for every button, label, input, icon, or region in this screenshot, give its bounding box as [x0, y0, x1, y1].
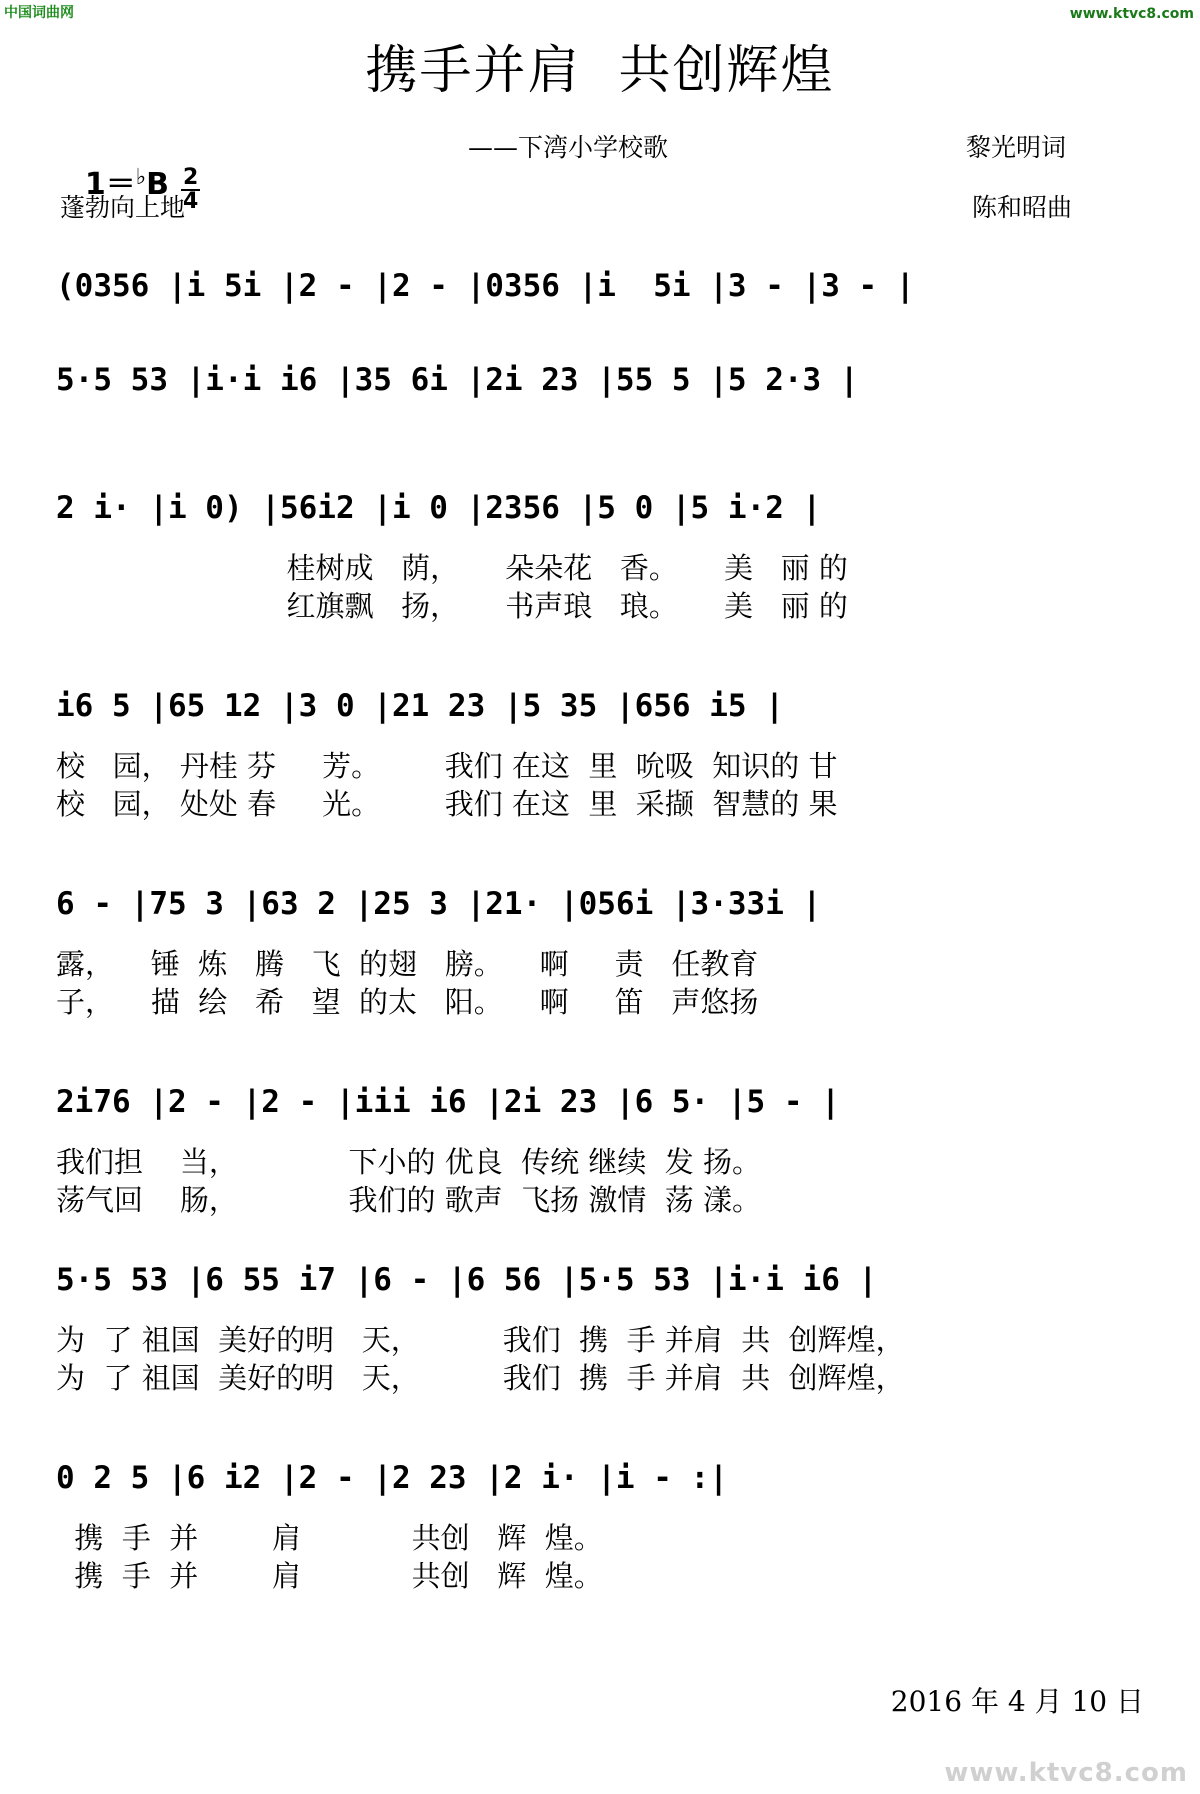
- key-tonic: 1＝: [84, 167, 136, 202]
- lyricist-credit: 黎光明词: [966, 133, 1067, 162]
- lyric-line-verse-1: 校 园， 丹桂 芬 芳。 我们 在这 里 吮吸 知识的 甘: [56, 749, 838, 783]
- lyric-line-verse-1: 携 手 并 肩 共创 辉 煌。: [56, 1521, 603, 1555]
- notation-line: 0 2 5 |6 i2 |2 - |2 23 |2 i· |i - :|: [56, 1460, 728, 1496]
- flat-sign-icon: ♭: [135, 165, 147, 190]
- site-watermark-bottom-right[interactable]: www.ktvc8.com: [944, 1758, 1188, 1788]
- lyric-line-verse-2: 子， 描 绘 希 望 的太 阳。 啊 笛 声悠扬: [56, 985, 759, 1019]
- notation-line: 2 i· |i 0) |56i2 |i 0 |2356 |5 0 |5 i·2 |: [56, 490, 822, 526]
- notation-line: 5·5 53 |6 55 i7 |6 - |6 56 |5·5 53 |i·i i6 |: [56, 1262, 878, 1298]
- song-title: 携手并肩 共创辉煌: [365, 41, 835, 101]
- lyric-line-verse-1: 桂树成 荫， 朵朵花 香。 美 丽 的: [56, 551, 848, 585]
- composer-credit: 陈和昭曲: [972, 193, 1073, 222]
- key-note: B: [146, 167, 170, 202]
- time-denominator: 4: [183, 189, 199, 214]
- time-numerator: 2: [183, 165, 199, 190]
- lyric-line-verse-2: 为 了 祖国 美好的明 天， 我们 携 手 并肩 共 创辉煌，: [56, 1361, 905, 1395]
- composition-date: 2016 年 4 月 10 日: [890, 1685, 1144, 1718]
- notation-line: 2i76 |2 - |2 - |iii i6 |2i 23 |6 5· |5 - |: [56, 1084, 840, 1120]
- notation-line: 6 - |75 3 |63 2 |25 3 |21· |056i |3·33i |: [56, 886, 822, 922]
- notation-line: i6 5 |65 12 |3 0 |21 23 |5 35 |656 i5 |: [56, 688, 784, 724]
- song-subtitle: ——下湾小学校歌: [468, 133, 669, 162]
- lyric-line-verse-1: 为 了 祖国 美好的明 天， 我们 携 手 并肩 共 创辉煌，: [56, 1323, 905, 1357]
- site-watermark-top-left: 中国词曲网: [4, 5, 74, 21]
- site-watermark-top-right[interactable]: www.ktvc8.com: [1069, 6, 1194, 22]
- lyric-line-verse-2: 红旗飘 扬， 书声琅 琅。 美 丽 的: [56, 589, 848, 623]
- lyric-line-verse-1: 我们担 当， 下小的 优良 传统 继续 发 扬。: [56, 1145, 762, 1179]
- lyric-line-verse-2: 荡气回 肠， 我们的 歌声 飞扬 激情 荡 漾。: [56, 1183, 762, 1217]
- tempo-marking: 蓬勃向上地: [60, 193, 186, 222]
- lyric-line-verse-2: 校 园， 处处 春 光。 我们 在这 里 采撷 智慧的 果: [56, 787, 838, 821]
- notation-line: 5·5 53 |i·i i6 |35 6i |2i 23 |55 5 |5 2·3 |: [56, 362, 859, 398]
- lyric-line-verse-2: 携 手 并 肩 共创 辉 煌。: [56, 1559, 603, 1593]
- notation-line: (0356 |i 5i |2 - |2 - |0356 |i 5i |3 - |3 - |: [56, 268, 915, 304]
- lyric-line-verse-1: 露， 锤 炼 腾 飞 的翅 膀。 啊 责 任教育: [56, 947, 759, 981]
